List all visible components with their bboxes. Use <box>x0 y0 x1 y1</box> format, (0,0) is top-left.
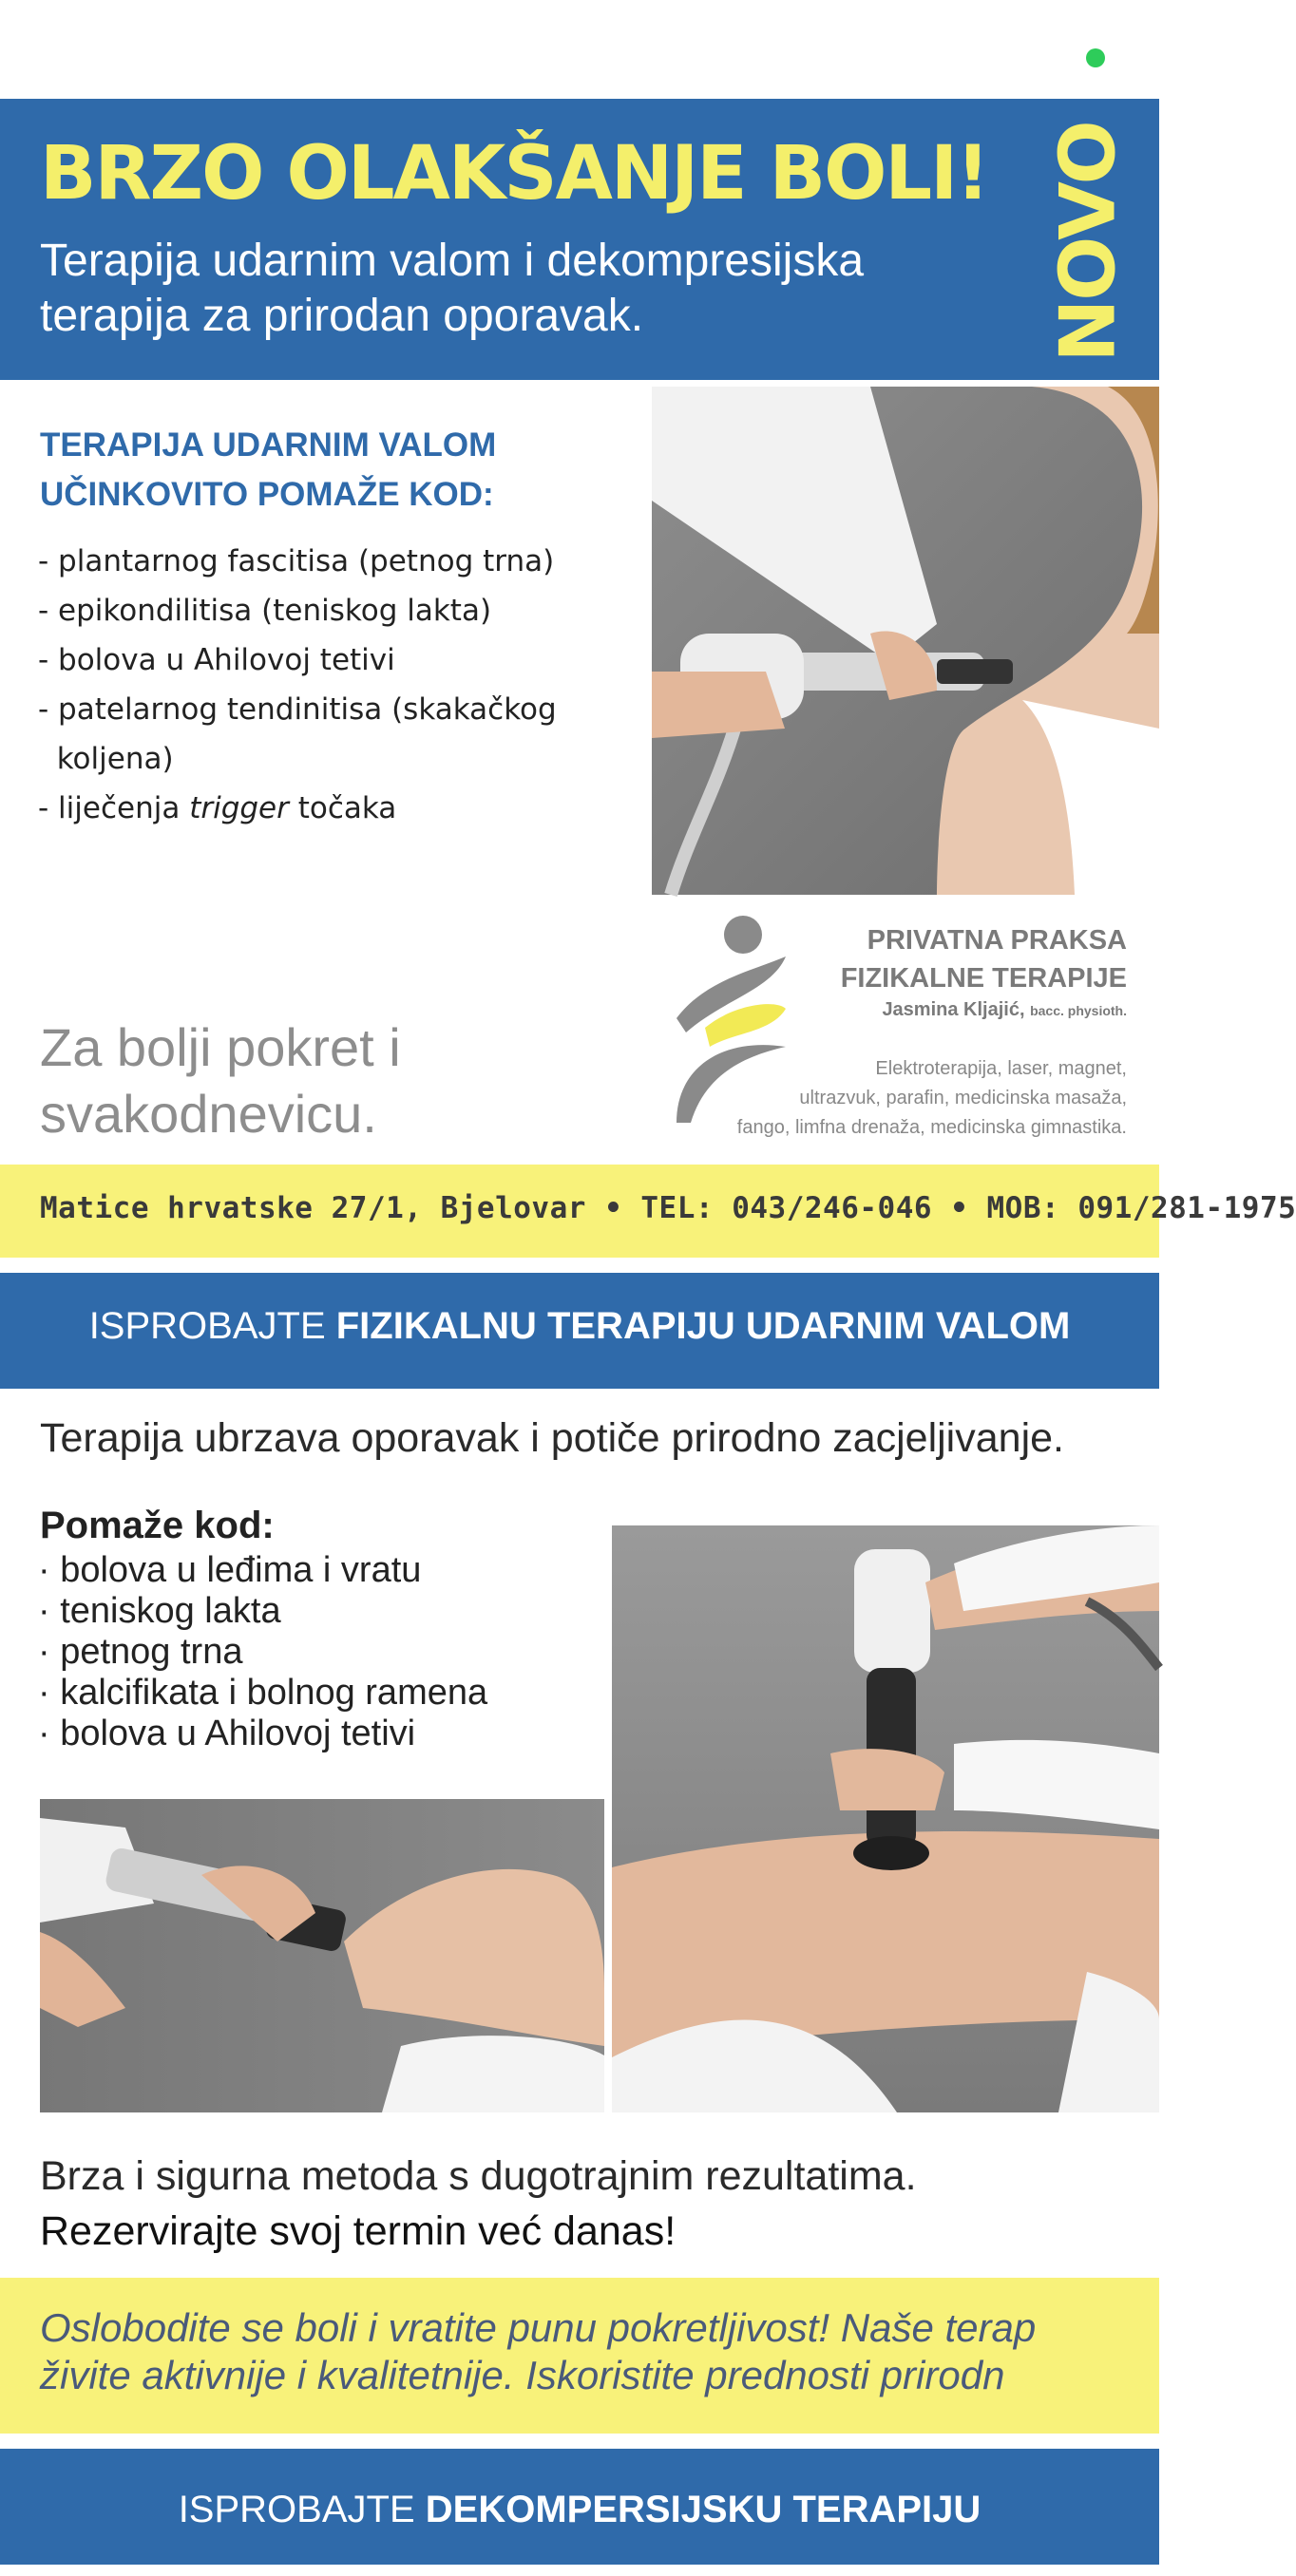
shockwave-title-prefix: ISPROBAJTE <box>88 1305 336 1347</box>
clinic-name-line1: PRIVATNA PRAKSA <box>867 925 1127 956</box>
shockwave-heading-line1: TERAPIJA UDARNIM VALOM <box>40 426 497 464</box>
helps-item: · bolova u leđima i vratu <box>38 1550 422 1590</box>
condition-item: - plantarnog fascitisa (petnog trna) <box>38 544 555 578</box>
clinic-name <box>808 921 1127 997</box>
new-badge-label: NOVO <box>1043 122 1133 363</box>
hero-title: BRZO OLAKŠANJE BOLI! <box>40 131 988 217</box>
closing-line2: Rezervirajte svoj termin već danas! <box>40 2208 677 2254</box>
closing-text <box>40 2149 1142 2259</box>
helps-item: · petnog trna <box>38 1632 243 1672</box>
foot-therapy-photo <box>40 1799 604 2112</box>
condition-item: koljena) <box>38 742 174 776</box>
shockwave-intro: Terapija ubrzava oporavak i potiče prirodno zacjeljivanje. <box>40 1415 1064 1461</box>
trigger-suffix: točaka <box>288 791 397 825</box>
clinic-person <box>808 999 1127 1021</box>
conditions-list <box>38 537 646 833</box>
status-indicator-dot <box>1086 48 1105 67</box>
new-badge <box>1043 122 1133 363</box>
shockwave-title-bold: FIZIKALNU TERAPIJU UDARNIM VALOM <box>335 1305 1071 1347</box>
decompression-title-bold: DEKOMPERSIJSKU TERAPIJU <box>425 2489 982 2530</box>
quote-line2: živite aktivnije i kvalitetnije. Iskoristite prednosti prirodn <box>40 2353 1005 2397</box>
decompression-title-prefix: ISPROBAJTE <box>178 2489 426 2530</box>
condition-item-trigger <box>38 784 646 833</box>
shockwave-section-title <box>0 1305 1159 1348</box>
clinic-person-name: Jasmina Kljajić, <box>882 999 1025 1020</box>
trigger-word: trigger <box>189 791 289 825</box>
clinic-person-title: bacc. physioth. <box>1030 1003 1127 1018</box>
quote-line1: Oslobodite se boli i vratite punu pokretljivost! Naše terap <box>40 2305 1037 2350</box>
condition-item: - patelarnog tendinitisa (skakačkog <box>38 692 557 727</box>
helps-list <box>38 1550 487 1754</box>
closing-line1: Brza i sigurna metoda s dugotrajnim rezultatima. <box>40 2153 917 2199</box>
shockwave-heading-line2: UČINKOVITO POMAŽE KOD: <box>40 476 494 513</box>
trigger-prefix: - liječenja <box>38 791 190 825</box>
quote-text <box>40 2304 1275 2399</box>
hero-subtitle: Terapija udarnim valom i dekompresijska terapija za prirodan oporavak. <box>40 236 865 341</box>
tagline: Za bolji pokret i svakodnevicu. <box>40 1017 401 1144</box>
helps-item: · bolova u Ahilovoj tetivi <box>38 1714 416 1753</box>
condition-item: - bolova u Ahilovoj tetivi <box>38 643 395 677</box>
helps-heading: Pomaže kod: <box>40 1505 275 1546</box>
decompression-section-title <box>0 2489 1159 2531</box>
clinic-services <box>665 1054 1127 1143</box>
clinic-name-line2: FIZIKALNE TERAPIJE <box>840 963 1127 994</box>
helps-item: · kalcifikata i bolnog ramena <box>38 1673 488 1713</box>
clinic-services-line3: fango, limfna drenaža, medicinska gimnastika. <box>736 1117 1127 1138</box>
shoulder-therapy-photo <box>652 387 1159 895</box>
shockwave-heading <box>40 421 629 520</box>
condition-item: - epikondilitisa (teniskog lakta) <box>38 594 492 628</box>
knee-therapy-photo <box>612 1525 1159 2112</box>
contact-info[interactable]: Matice hrvatske 27/1, Bjelovar • TEL: 043/246-046 • MOB: 091/281-1975 <box>40 1191 1296 1225</box>
clinic-services-line1: Elektroterapija, laser, magnet, <box>875 1058 1127 1079</box>
clinic-services-line2: ultrazvuk, parafin, medicinska masaža, <box>799 1088 1127 1108</box>
helps-item: · teniskog lakta <box>38 1591 281 1631</box>
